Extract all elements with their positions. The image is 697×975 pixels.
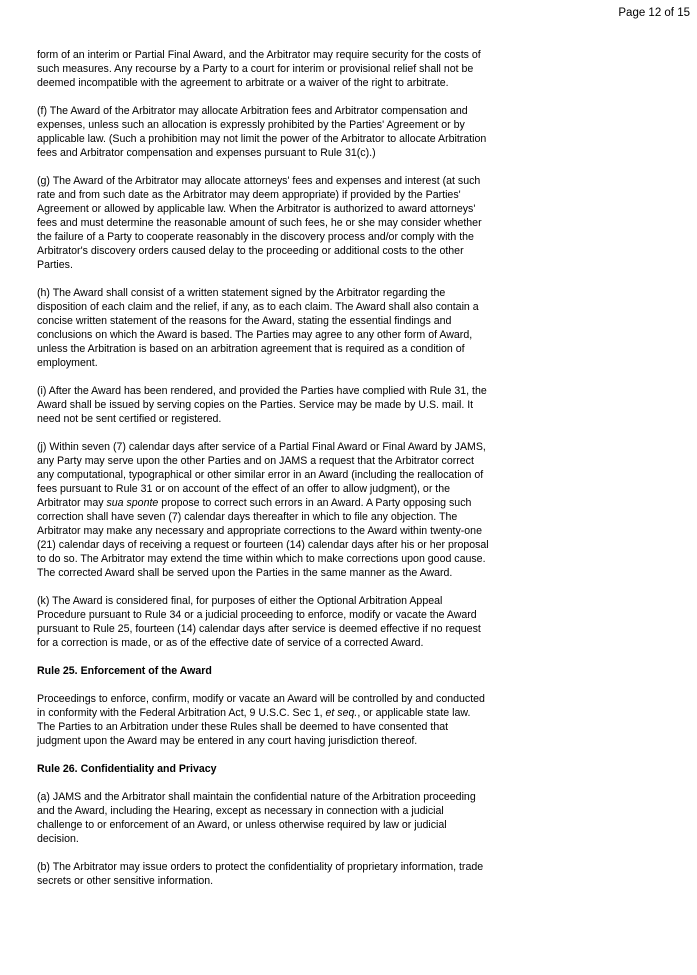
- paragraph-rule-24-k: (k) The Award is considered final, for purposes of either the Optional Arbitration Appeal Procedure pursuant to Rule 34 or a judicial proceeding to enforce, modify or vacate the Award pursuant to Rule 25, fourteen (14) calendar days after service is deemed effective if no request for a correction is made, or as of the effective date of service of a corrected Award.: [37, 595, 481, 649]
- paragraph-rule-24-g: (g) The Award of the Arbitrator may allocate attorneys' fees and expenses and interest (at such rate and from such date as the Arbitrator may deem appropriate) if provided by the Parties' Agreement or allowed by applicable law. When the Arbitrator is authorized to award attorneys' fees and must determine the reasonable amount of such fees, he or she may consider whether the failure of a Party to cooperate reasonably in the discovery process and/or comply with the Arbitrator's discovery orders caused delay to the proceeding or additional costs to the other Parties.: [37, 175, 482, 271]
- paragraph-rule-24-j-italic: sua sponte: [106, 497, 159, 509]
- paragraph-rule-24-f: (f) The Award of the Arbitrator may allocate Arbitration fees and Arbitrator compensation and expenses, unless such an allocation is expressly prohibited by the Parties' Agreement or by applicable law. (Such a prohibition may not limit the power of the Arbitrator to allocate Arbitration fees and Arbitrator compensation and expenses pursuant to Rule 31(c).): [37, 105, 487, 159]
- paragraph-rule-25: [37, 692, 489, 748]
- paragraph-rule-26-b: (b) The Arbitrator may issue orders to protect the confidentiality of proprietary information, trade secrets or other sensitive information.: [37, 861, 484, 887]
- paragraph-rule-26-a: (a) JAMS and the Arbitrator shall maintain the confidential nature of the Arbitration proceeding and the Award, including the Hearing, except as necessary in connection with a judicial challenge to or enforcement of an Award, or unless otherwise required by law or judicial decision.: [37, 791, 476, 845]
- paragraph-rule-24-h: (h) The Award shall consist of a written statement signed by the Arbitrator regarding the disposition of each claim and the relief, if any, as to each claim. The Award shall also contain a concise written statement of the reasons for the Award, stating the essential findings and conclusions on which the Award is based. The Parties may agree to any other form of Award, unless the Arbitration is based on an arbitration agreement that is required as a condition of employment.: [37, 287, 479, 369]
- page-number: Page 12 of 15: [618, 7, 690, 19]
- paragraph-interim-award-continuation: form of an interim or Partial Final Award, and the Arbitrator may require security for the costs of such measures. Any recourse by a Party to a court for interim or provisional relief shall not be deemed incompatible with the agreement to arbitrate or a waiver of the right to arbitrate.: [37, 49, 481, 89]
- paragraph-rule-24-j: [37, 440, 489, 580]
- heading-rule-25: Rule 25. Enforcement of the Award: [37, 665, 212, 677]
- paragraph-rule-25-italic: et seq.: [325, 707, 358, 719]
- paragraph-rule-24-i: (i) After the Award has been rendered, and provided the Parties have complied with Rule 31, the Award shall be issued by serving copies on the Parties. Service may be made by U.S. mail. It need not be sent certified or registered.: [37, 385, 487, 425]
- paragraph-rule-24-j-part-1: (j) Within seven (7) calendar days after service of a Partial Final Award or Final Award by JAMS, any Party may serve upon the other Parties and on JAMS a request that the Arbitrator correct any computational, typographical or other similar error in an Award (including the reallocation of fees pursuant to Rule 31 or on account of the effect of an offer to allow judgment), or the Arbitrator may: [37, 441, 486, 509]
- paragraph-rule-24-j-part-2: propose to correct such errors in an Award. A Party opposing such correction shall have seven (7) calendar days thereafter in which to file any objection. The Arbitrator may make any necessary and appropriate corrections to the Award within twenty-one (21) calendar days of receiving a request or fourteen (14) calendar days after his or her proposal to do so. The Arbitrator may extend the time within which to make corrections upon good cause. The corrected Award shall be served upon the Parties in the same manner as the Award.: [37, 497, 489, 579]
- document-body: [37, 48, 489, 902]
- paragraph-rule-25-part-2: , or applicable state law. The Parties to an Arbitration under these Rules shall be deemed to have consented that judgment upon the Award may be entered in any court having jurisdiction thereof.: [37, 707, 471, 747]
- heading-rule-26: Rule 26. Confidentiality and Privacy: [37, 763, 217, 775]
- paragraph-rule-25-part-1: Proceedings to enforce, confirm, modify or vacate an Award will be controlled by and conducted in conformity with the Federal Arbitration Act, 9 U.S.C. Sec 1,: [37, 693, 485, 719]
